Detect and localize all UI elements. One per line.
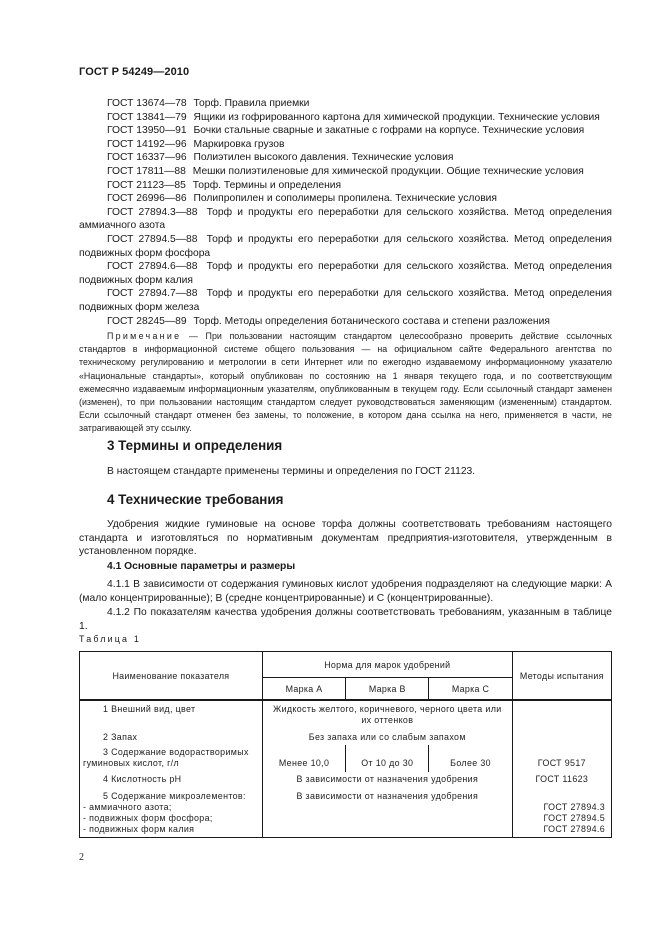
cell-method: ГОСТ 9517: [512, 745, 611, 772]
reference-item: [79, 138, 612, 152]
cell-method: ГОСТ 11623: [512, 772, 611, 788]
reference-title: Полипропилен и сополимеры пропилена. Технические условия: [193, 193, 497, 205]
reference-code: ГОСТ 27894.3—88: [107, 206, 198, 218]
reference-title: Маркировка грузов: [193, 138, 285, 150]
cell-norm: В зависимости от назначения удобрения: [262, 788, 512, 838]
reference-item: [79, 233, 612, 260]
cell-indicator: 4 Кислотность рН: [80, 772, 263, 788]
reference-item: [79, 97, 612, 111]
reference-title: Бочки стальные сварные и закатные с гофрами на корпусе. Технические условия: [193, 125, 585, 137]
page-number: 2: [79, 852, 84, 863]
requirements-table: [79, 651, 612, 838]
reference-item: [79, 192, 612, 206]
sub-method: ГОСТ 27894.3: [543, 802, 605, 812]
header-test-methods: Методы испытания: [512, 652, 611, 701]
table-row: [80, 772, 612, 788]
reference-item: [79, 287, 612, 314]
header-mark-c: Марка С: [429, 678, 512, 701]
normative-references-list: [79, 97, 612, 328]
table-row: [80, 700, 612, 729]
sub-item: - подвижных форм фосфора;: [83, 813, 213, 823]
sub-item: - аммиачного азота;: [83, 802, 172, 812]
reference-title: Торф и продукты его переработки для сельского хозяйства. Метод определения подвижных форм железа: [79, 288, 612, 313]
document-header-id: ГОСТ Р 54249—2010: [79, 66, 190, 78]
section-4-text: Удобрения жидкие гуминовые на основе торфа должны соответствовать требованиям настоящего стандарта и изготовляться по нормативным документам предприятия-изготовителя, утвержденным в установленном порядке.: [79, 519, 612, 558]
header-mark-a: Марка А: [262, 678, 345, 701]
cell-indicator: [80, 788, 263, 838]
reference-item: [79, 151, 612, 165]
reference-title: Полиэтилен высокого давления. Технические условия: [193, 152, 454, 164]
reference-code: ГОСТ 26996—86: [107, 193, 187, 205]
reference-title: Торф и продукты его переработки для сельского хозяйства. Метод определения подвижных форм калия: [79, 261, 612, 286]
sub-method: ГОСТ 27894.5: [543, 813, 605, 823]
reference-item: [79, 260, 612, 287]
header-indicator-name: Наименование показателя: [80, 652, 263, 701]
indicator-line-1: 3 Содержание водорастворимых: [103, 747, 249, 757]
reference-code: ГОСТ 28245—89: [107, 315, 187, 327]
subsection-4-1-heading: 4.1 Основные параметры и размеры: [107, 561, 296, 572]
reference-code: ГОСТ 13841—79: [107, 111, 187, 123]
reference-code: ГОСТ 13950—91: [107, 125, 187, 137]
cell-norm: Жидкость желтого, коричневого, черного цвета или их оттенков: [262, 700, 512, 729]
reference-item: [79, 315, 612, 329]
paragraph-4-1-2: 4.1.2 По показателям качества удобрения должны соответствовать требованиям, указанным в таблице 1.: [79, 607, 612, 632]
header-mark-b: Марка В: [346, 678, 429, 701]
paragraph-4-1-1: 4.1.1 В зависимости от содержания гуминовых кислот удобрения подразделяют на следующие марки: А (мало концентрированные); В (средне концентрированные) и С (концентрированные).: [79, 579, 612, 604]
reference-code: ГОСТ 27894.6—88: [107, 261, 198, 273]
cell-method: [512, 788, 611, 838]
reference-code: ГОСТ 27894.7—88: [107, 288, 198, 300]
sub-method: ГОСТ 27894.6: [543, 824, 605, 834]
table-row: [80, 729, 612, 745]
cell-mark-a: Менее 10,0: [262, 745, 345, 772]
cell-indicator: 1 Внешний вид, цвет: [80, 700, 263, 729]
cell-indicator: [80, 745, 263, 772]
reference-title: Торф. Правила приемки: [193, 98, 310, 109]
reference-title: Торф. Термины и определения: [192, 179, 342, 191]
reference-code: ГОСТ 14192—96: [107, 138, 187, 150]
cell-norm: В зависимости от назначения удобрения: [262, 772, 512, 788]
indicator-line-2: гуминовых кислот, г/л: [83, 758, 180, 768]
reference-code: ГОСТ 17811—88: [107, 165, 186, 177]
reference-item: [79, 165, 612, 179]
cell-method: [512, 700, 611, 729]
sub-item: - подвижных форм калия: [83, 824, 195, 834]
reference-item: [79, 124, 612, 138]
reference-title: Мешки полиэтиленовые для химической продукции. Общие технические условия: [192, 165, 584, 177]
section-4-heading: 4 Технические требования: [107, 492, 284, 507]
reference-title: Торф и продукты его переработки для сельского хозяйства. Метод определения аммиачного азота: [79, 206, 612, 232]
table-caption: Таблица 1: [79, 634, 141, 644]
cell-mark-b: От 10 до 30: [346, 745, 429, 772]
note-label: Примечание: [107, 331, 182, 341]
note-text: — При пользовании настоящим стандартом целесообразно проверить действие ссылочных стандартов в информационной системе общего пользования — на официальном сайте Федерального агентства по техническому регулированию и метрологии в сети Интернет или по ежегодно издаваемому информационному указателю «Национальные стандарты», который опубликован по состоянию на 1 января текущего года, и по соответствующим ежемесячно издаваемым информационным указателям, опубликованным в текущем году. Если ссылочный стандарт заменен (изменен), то при пользовании настоящим стандартом следует руководствоваться заменяющим (измененным) стандартом. Если ссылочный стандарт отменен без замены, то положение, в котором дана ссылка на него, применяется в части, не затрагивающей эту ссылку.: [79, 331, 612, 434]
reference-title: Ящики из гофрированного картона для химической продукции. Технические условия: [193, 111, 600, 123]
table-row: [80, 745, 612, 772]
indicator-title: 5 Содержание микроэлементов:: [103, 791, 246, 801]
cell-method: [512, 729, 611, 745]
references-note: [79, 330, 612, 436]
reference-item: [79, 206, 612, 233]
section-3-text: В настоящем стандарте применены термины и определения по ГОСТ 21123.: [107, 466, 476, 477]
reference-item: [79, 111, 612, 125]
reference-item: [79, 179, 612, 193]
cell-indicator: 2 Запах: [80, 729, 263, 745]
reference-title: Торф и продукты его переработки для сельского хозяйства. Метод определения подвижных форм фосфора: [79, 233, 612, 259]
cell-norm: Без запаха или со слабым запахом: [262, 729, 512, 745]
table-row: [80, 788, 612, 838]
reference-title: Торф. Методы определения ботанического состава и степени разложения: [193, 315, 550, 327]
header-norm: Норма для марок удобрений: [262, 652, 512, 678]
reference-code: ГОСТ 27894.5—88: [107, 233, 198, 245]
reference-code: ГОСТ 21123—85: [107, 179, 186, 191]
section-3-heading: 3 Термины и определения: [107, 438, 283, 453]
reference-code: ГОСТ 13674—78: [107, 98, 187, 109]
reference-code: ГОСТ 16337—96: [107, 152, 187, 164]
cell-mark-c: Более 30: [429, 745, 512, 772]
